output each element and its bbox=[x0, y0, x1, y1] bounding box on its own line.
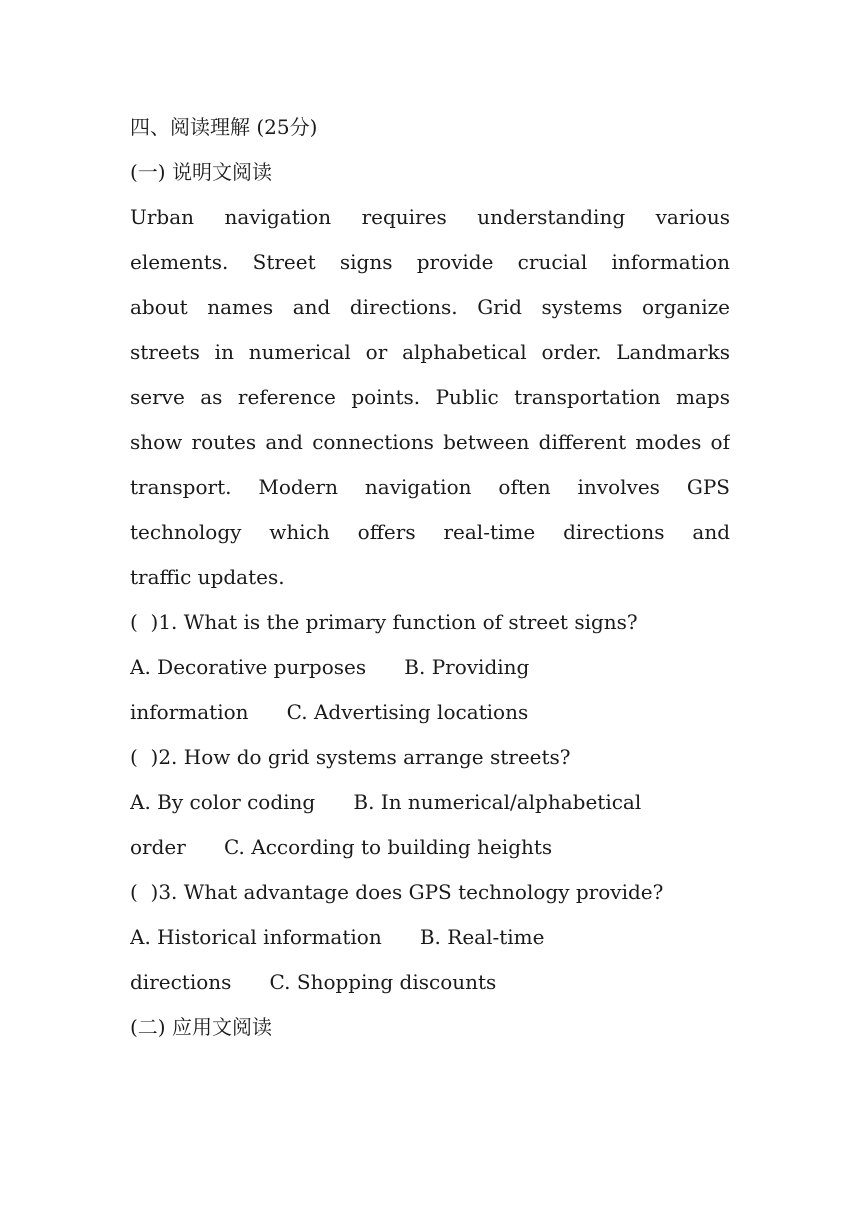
question-stem: ( )1. What is the primary function of street signs? bbox=[130, 610, 638, 634]
question-2 bbox=[130, 735, 730, 870]
reading-comprehension-section bbox=[130, 105, 730, 1050]
question-1 bbox=[130, 600, 730, 735]
section-title: 四、阅读理解 (25分) bbox=[130, 115, 318, 139]
passage-line: transport. Modern navigation often involves GPS bbox=[130, 475, 730, 499]
passage-line: about names and directions. Grid systems organize bbox=[130, 295, 730, 319]
question-options: directions C. Shopping discounts bbox=[130, 970, 497, 994]
passage-line: traffic updates. bbox=[130, 565, 285, 589]
question-options: order C. According to building heights bbox=[130, 835, 553, 859]
question-3 bbox=[130, 870, 730, 1005]
expository-passage bbox=[130, 195, 730, 600]
passage-line: serve as reference points. Public transportation maps bbox=[130, 385, 730, 409]
question-options: A. Decorative purposes B. Providing bbox=[130, 655, 530, 679]
passage-line: show routes and connections between different modes of bbox=[130, 430, 730, 454]
passage-line: elements. Street signs provide crucial information bbox=[130, 250, 730, 274]
passage-line: streets in numerical or alphabetical order. Landmarks bbox=[130, 340, 730, 364]
question-options: A. Historical information B. Real-time bbox=[130, 925, 545, 949]
question-options: information C. Advertising locations bbox=[130, 700, 529, 724]
part1-heading: (一) 说明文阅读 bbox=[130, 160, 272, 184]
passage-line: technology which offers real-time directions and bbox=[130, 520, 730, 544]
part2-heading: (二) 应用文阅读 bbox=[130, 1015, 272, 1039]
question-options: A. By color coding B. In numerical/alphabetical bbox=[130, 790, 642, 814]
question-stem: ( )3. What advantage does GPS technology provide? bbox=[130, 880, 664, 904]
passage-line: Urban navigation requires understanding various bbox=[130, 205, 730, 229]
question-stem: ( )2. How do grid systems arrange streets? bbox=[130, 745, 571, 769]
